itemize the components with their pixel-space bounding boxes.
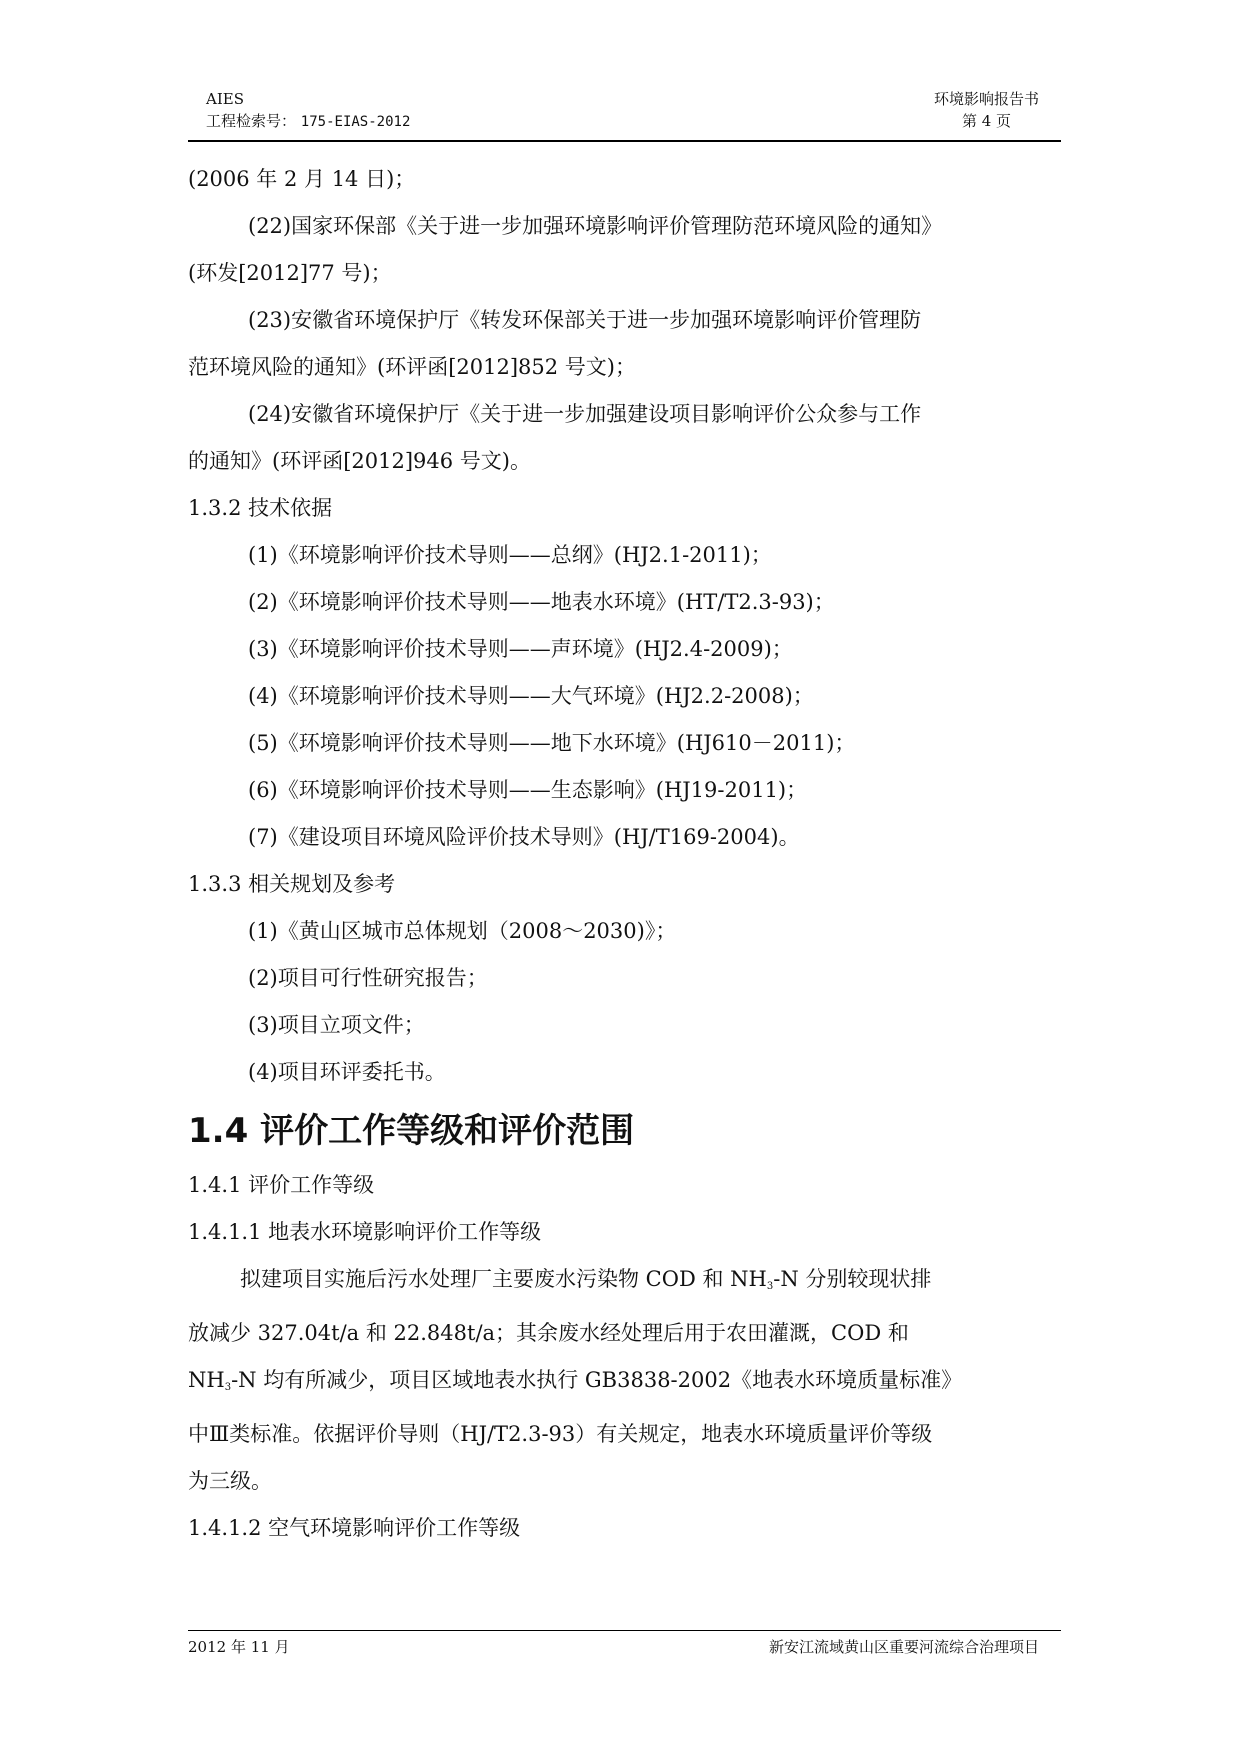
tech-item-1: (1)《环境影响评价技术导则——总纲》(HJ2.1-2011)； <box>248 543 772 567</box>
header-page-number: 第 4 页 <box>961 112 1012 130</box>
surface-water-line-1-part-b: -N 分别较现状排 <box>773 1267 932 1291</box>
regulation-item-23-line2: 范环境风险的通知》(环评函[2012]852 号文)； <box>188 355 636 379</box>
header-left <box>206 88 410 133</box>
surface-water-line-3 <box>188 1357 1061 1411</box>
ref-item-2: (2)项目可行性研究报告； <box>248 966 488 990</box>
header-doc-title: 环境影响报告书 <box>933 90 1039 108</box>
header-org: AIES <box>206 90 244 108</box>
section-heading-1-4-1-1: 1.4.1.1 地表水环境影响评价工作等级 <box>188 1220 542 1244</box>
header-index <box>206 110 410 133</box>
section-heading-1-3-2: 1.3.2 技术依据 <box>188 496 333 520</box>
tech-item-2: (2)《环境影响评价技术导则——地表水环境》(HT/T2.3-93)； <box>248 590 835 614</box>
footer-date: 2012 年 11 月 <box>188 1638 290 1656</box>
regulation-item-24-line2: 的通知》(环评函[2012]946 号文)。 <box>188 449 531 473</box>
subscript-3: 3 <box>766 1281 774 1292</box>
page-header <box>188 86 1061 142</box>
ref-item-1: (1)《黄山区城市总体规划（2008～2030)》； <box>248 919 677 943</box>
footer-project: 新安江流域黄山区重要河流综合治理项目 <box>768 1638 1039 1656</box>
header-right <box>934 88 1039 132</box>
surface-water-line-1 <box>188 1256 1061 1310</box>
surface-water-paragraph <box>188 1256 1061 1505</box>
ref-item-4: (4)项目环评委托书。 <box>248 1060 446 1084</box>
page-content <box>188 156 1061 1552</box>
surface-water-line-3-part-b: -N 均有所减少，项目区域地表水执行 GB3838-2002《地表水环境质量标准》 <box>231 1368 963 1392</box>
tech-item-3: (3)《环境影响评价技术导则——声环境》(HJ2.4-2009)； <box>248 637 793 661</box>
surface-water-line-1-part-a: 拟建项目实施后污水处理厂主要废水污染物 COD 和 NH <box>240 1267 767 1291</box>
regulation-item-22-line2: (环发[2012]77 号)； <box>188 261 392 285</box>
subscript-3: 3 <box>224 1382 232 1393</box>
tech-item-4: (4)《环境影响评价技术导则——大气环境》(HJ2.2-2008)； <box>248 684 814 708</box>
surface-water-line-2: 放减少 327.04t/a 和 22.848t/a；其余废水经处理后用于农田灌溉，COD 和 <box>188 1321 909 1345</box>
regulation-item-22-line1: (22)国家环保部《关于进一步加强环境影响评价管理防范环境风险的通知》 <box>248 214 943 238</box>
surface-water-line-4: 中Ⅲ类标准。依据评价导则（HJ/T2.3-93）有关规定，地表水环境质量评价等级 <box>188 1422 933 1446</box>
tech-item-7: (7)《建设项目环境风险评价技术导则》(HJ/T169-2004)。 <box>248 825 800 849</box>
section-heading-1-4: 1.4 评价工作等级和评价范围 <box>188 1111 635 1151</box>
page-footer <box>188 1630 1061 1656</box>
regulation-item-24-line1: (24)安徽省环境保护厅《关于进一步加强建设项目影响评价公众参与工作 <box>248 402 922 426</box>
ref-item-3: (3)项目立项文件； <box>248 1013 425 1037</box>
header-index-code: 175-EIAS-2012 <box>300 114 411 130</box>
tech-item-6: (6)《环境影响评价技术导则——生态影响》(HJ19-2011)； <box>248 778 808 802</box>
tech-item-5: (5)《环境影响评价技术导则——地下水环境》(HJ610－2011)； <box>248 731 856 755</box>
section-heading-1-3-3: 1.3.3 相关规划及参考 <box>188 872 396 896</box>
surface-water-line-5: 为三级。 <box>188 1469 272 1493</box>
surface-water-line-3-part-a: NH <box>188 1368 225 1392</box>
section-heading-1-4-1-2: 1.4.1.2 空气环境影响评价工作等级 <box>188 1516 521 1540</box>
regulation-item-23-line1: (23)安徽省环境保护厅《转发环保部关于进一步加强环境影响评价管理防 <box>248 308 922 332</box>
continuation-line: (2006 年 2 月 14 日)； <box>188 167 416 191</box>
header-index-label: 工程检索号： <box>206 112 297 130</box>
section-heading-1-4-1: 1.4.1 评价工作等级 <box>188 1173 375 1197</box>
